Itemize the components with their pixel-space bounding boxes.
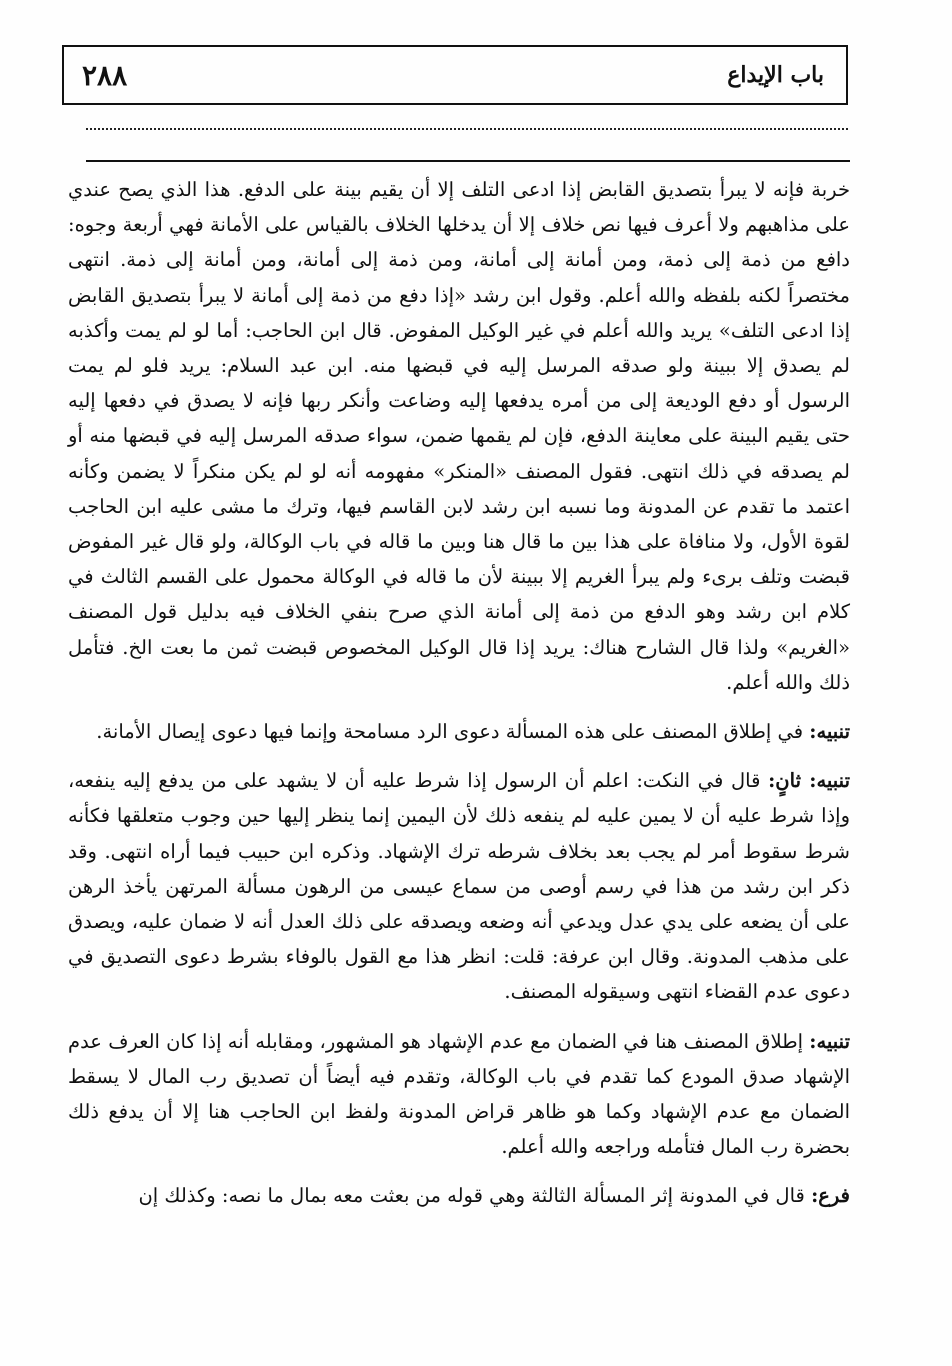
paragraph-1 xyxy=(68,172,850,700)
paragraph-4-lead: تنبيه: xyxy=(809,1029,850,1053)
paragraph-4 xyxy=(68,1024,850,1165)
header-rule xyxy=(86,160,850,162)
chapter-title: باب الإيداع xyxy=(727,62,824,88)
paragraph-2-text: في إطلاق المصنف على هذه المسألة دعوى الرد مسامحة وإنما فيها دعوى إيصال الأمانة. xyxy=(96,720,810,744)
dotted-divider xyxy=(86,128,848,130)
paragraph-4-text: إطلاق المصنف هنا في الضمان مع عدم الإشهاد هو المشهور، ومقابله أنه إذا كان العرف عدم الإشهاد صدق المودع كما تقدم في باب الوكالة، وتقدم فيه أيضاً أن تصديق رب المال لا يسقط الضمان مع عدم الإشهاد وكما هو ظاهر قراض المدونة ولفظ ابن الحاجب هنا إلا أن يدفع ذلك بحضرة رب المال فتأمله وراجعه والله أعلم. xyxy=(68,1029,850,1159)
paragraph-2 xyxy=(68,714,850,749)
paragraph-1-text: خربة فإنه لا يبرأ بتصديق القابض إذا ادعى التلف إلا أن يقيم بينة على الدفع. هذا الذي يصح عندي على مذاهبهم ولا أعرف فيها نص خلاف إلا أن يدخلها الخلاف بالقياس على الأمانة فهي أربعة وجوه: دافع من ذمة إلى ذمة، ومن أمانة إلى أمانة، ومن ذمة إلى أمانة، ومن أمانة إلى ذمة. انتهى مختصراً لكنه بلفظه والله أعلم. وقول ابن رشد «إذا دفع من ذمة إلى أمانة لا يبرأ بتصديق القابض إذا ادعى التلف» يريد والله أعلم في غير الوكيل المفوض. قال ابن الحاجب: أما لو لم يمت وأكذبه لم يصدق إلا ببينة ولو صدقه المرسل إليه في قبضها منه. ابن عبد السلام: يريد فلو لم يمت الرسول أو دفع الوديعة إلى من أمره يدفعها إليه وضاعت وأنكر ربها فإنه لا يصدق في دفعها إليه حتى يقيم البينة على معاينة الدفع، فإن لم يقمها ضمن، سواء صدقه المرسل إليه في قبضها منه أو لم يصدقه في ذلك انتهى. فقول المصنف «المنكر» مفهومه أنه لو لم يكن منكراً لا يضمن وكأنه اعتمد ما تقدم عن المدونة وما نسبه ابن رشد لابن القاسم فيها، وترك ما مشى عليه ابن الحاجب لقوة الأول، ولا منافاة على هذا بين ما قال هنا وبين ما قاله في باب الوكالة، ولو قال غير المفوض قبضت وتلف برىء ولم يبرأ الغريم إلا ببينة لأن ما قاله في الوكالة محمول على القسم الثالث في كلام ابن رشد وهو الدفع من ذمة إلى أمانة الذي صرح بنفي الخلاف فيه بدليل قول المصنف «الغريم» ولذا قال الشارح هناك: يريد إذا قال الوكيل المخصوص قبضت ثمن ما بعت الخ. فتأمل ذلك والله أعلم. xyxy=(68,178,850,694)
paragraph-3 xyxy=(68,763,850,1009)
page-header xyxy=(62,45,848,105)
page-number: ٢٨٨ xyxy=(82,58,128,92)
page-body xyxy=(68,172,850,1214)
paragraph-5-text: قال في المدونة إثر المسألة الثالثة وهي قوله من بعثت معه بمال ما نصه: وكذلك إن xyxy=(138,1184,812,1208)
paragraph-5 xyxy=(68,1178,850,1213)
paragraph-3-lead: تنبيه: ثانٍ: xyxy=(768,769,850,793)
paragraph-2-lead: تنبيه: xyxy=(809,720,850,744)
paragraph-3-text: قال في النكت: اعلم أن الرسول إذا شرط عليه أن لا يشهد على من يدفع إليه ينفعه، وإذا شرط عليه أن لا يمين عليه لم ينفعه ذلك لأن اليمين إنما ينظر إليها حين وجوب متعلقها فكأنه شرط سقوط أمر لم يجب بعد بخلاف شرطه ترك الإشهاد. وذكره ابن حبيب فيما أراه انتهى. وقد ذكر ابن رشد من هذا في رسم أوصى من سماع عيسى من الرهون مسألة المرتهن يأخذ الرهن على أن يضعه على يدي عدل ويدعي أنه وضعه ويصدقه على ذلك العدل أنه لا ضمان عليه، ويصدق على مذهب المدونة. وقال ابن عرفة: قلت: انظر هذا مع القول بالوفاء بشرط دعوى التصديق في دعوى عدم القضاء انتهى وسيقوله المصنف. xyxy=(68,769,850,1004)
paragraph-5-lead: فرع: xyxy=(811,1184,850,1208)
